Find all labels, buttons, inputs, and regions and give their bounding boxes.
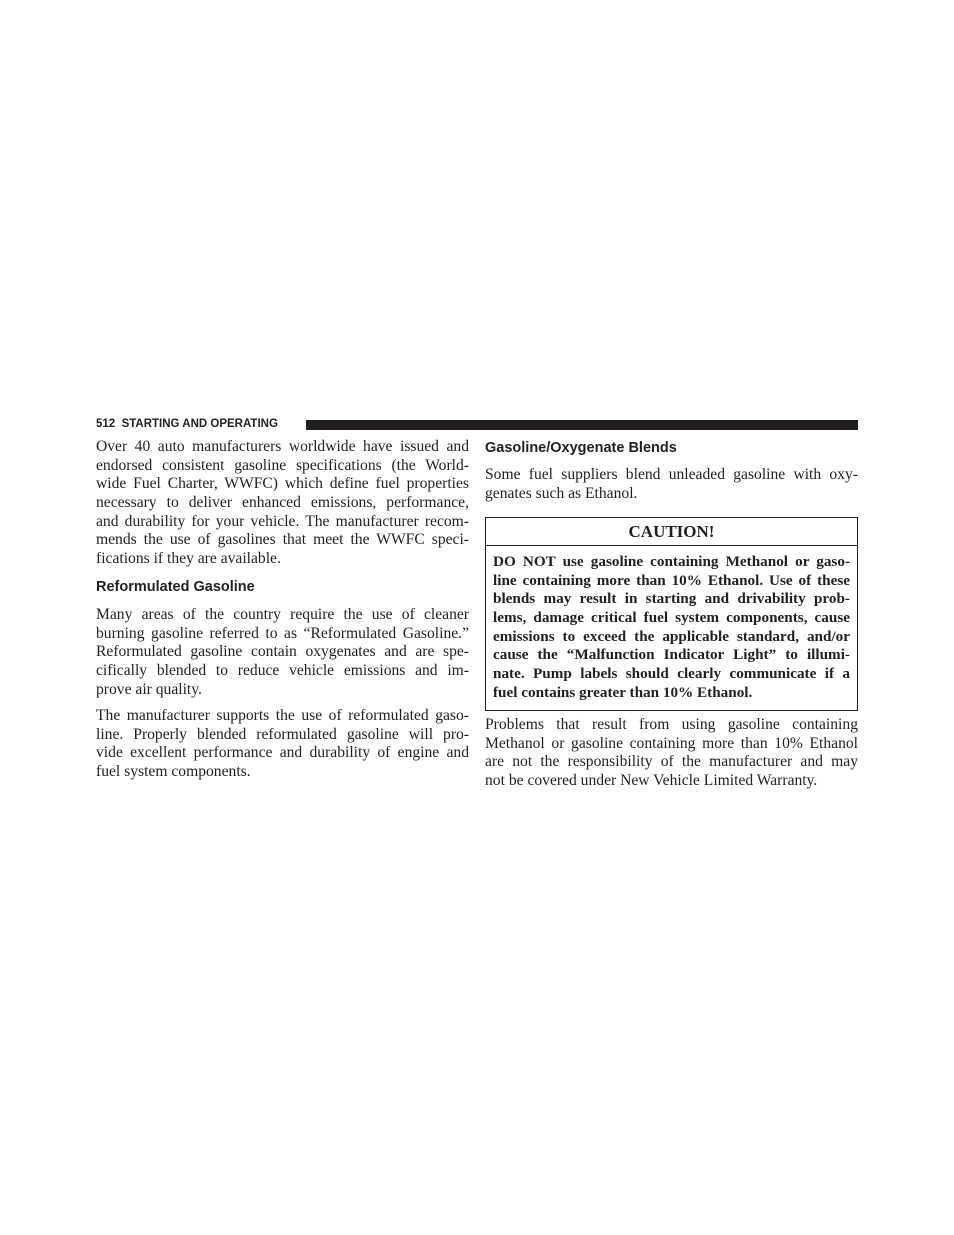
text-line: vide excellent performance and durability of engine and (96, 744, 469, 762)
caution-body (493, 553, 850, 702)
text-line: mends the use of gasolines that meet the WWFC speci- (96, 531, 469, 549)
text-line: burning gasoline referred to as “Reformulated Gasoline.” (96, 624, 469, 642)
text-line: Some fuel suppliers blend unleaded gasoline with oxy- (485, 466, 858, 483)
text-line: prove air quality. (96, 680, 202, 698)
text-line: and durability for your vehicle. The manufacturer recom- (96, 512, 469, 530)
text-line: cifically blended to reduce vehicle emissions and im- (96, 661, 469, 679)
header-rule (306, 420, 858, 430)
page-number: 512 (96, 418, 116, 430)
text-line: wide Fuel Charter, WWFC) which define fuel properties (96, 475, 469, 493)
section-title: STARTING AND OPERATING (121, 418, 278, 430)
reformulated-paragraph-1 (96, 606, 469, 699)
text-line: DO NOT use gasoline containing Methanol or gaso- (493, 553, 850, 570)
text-line: Problems that result from using gasoline containing (485, 716, 858, 733)
text-line: emissions to exceed the applicable standard, and/or (493, 627, 850, 645)
text-line: The manufacturer supports the use of reformulated gaso- (96, 707, 469, 724)
reformulated-paragraph-2 (96, 707, 469, 782)
text-line: necessary to deliver enhanced emissions, performance, (96, 493, 469, 511)
running-header (96, 417, 278, 431)
text-line: fuel system components. (96, 762, 251, 780)
text-line: endorsed consistent gasoline specifications (the World- (96, 456, 469, 474)
text-line: genates such as Ethanol. (485, 484, 638, 502)
text-line: blends may result in starting and drivability prob- (493, 590, 850, 608)
text-line: cause the “Malfunction Indicator Light” to illumi- (493, 646, 850, 664)
warranty-paragraph (485, 716, 858, 791)
text-line: Methanol or gasoline containing more than 10% Ethanol (485, 734, 858, 752)
caution-box (485, 517, 858, 711)
text-line: are not the responsibility of the manufacturer and may (485, 753, 858, 771)
intro-paragraph (96, 438, 469, 569)
text-line: Over 40 auto manufacturers worldwide have issued and (96, 438, 469, 455)
text-line: nate. Pump labels should clearly communicate if a (493, 664, 850, 682)
blends-paragraph (485, 466, 858, 503)
text-line: lems, damage critical fuel system components, cause (493, 608, 850, 626)
text-line: not be covered under New Vehicle Limited Warranty. (485, 771, 818, 789)
caution-title: CAUTION! (486, 518, 857, 546)
text-line: line. Properly blended reformulated gasoline will pro- (96, 725, 469, 743)
section-heading-blends: Gasoline/Oxygenate Blends (485, 440, 677, 456)
text-line: line containing more than 10% Ethanol. Use of these (493, 571, 850, 589)
text-line: Reformulated gasoline contain oxygenates and are spe- (96, 643, 469, 661)
section-heading-reformulated: Reformulated Gasoline (96, 579, 255, 595)
text-line: Many areas of the country require the use of cleaner (96, 606, 469, 623)
text-line: fications if they are available. (96, 549, 281, 567)
text-line: fuel contains greater than 10% Ethanol. (493, 683, 753, 701)
